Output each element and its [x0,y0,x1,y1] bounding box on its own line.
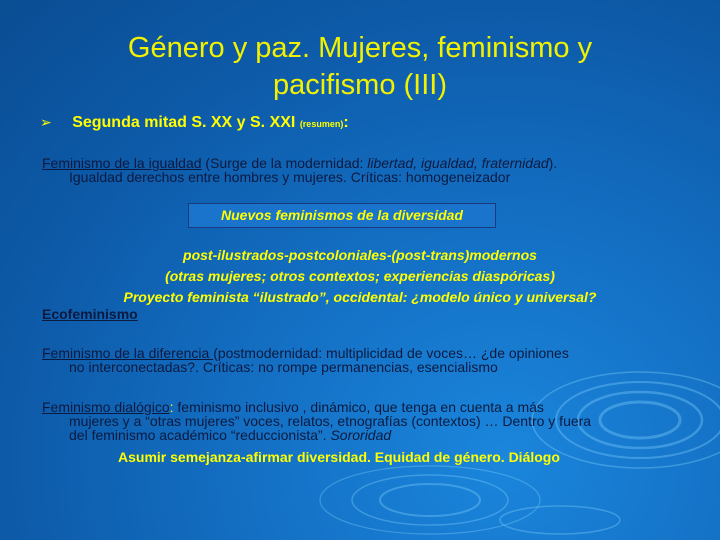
igualdad-paragraph [42,156,702,184]
title-line-2: pacifismo (III) [272,69,448,101]
title-line-1: Género y paz. Mujeres, feminismo y [127,32,593,64]
dialogico-term: Feminismo dialógico [42,399,170,415]
dialogico-line-3a: del feminismo académico “reduccionista”. [69,427,331,443]
dialogico-line-3 [42,428,702,442]
final-statement: Asumir semejanza-afirmar diversidad. Equidad de género. Diálogo [118,449,560,465]
arrow-bullet-icon: ➢ [40,115,52,131]
ecofeminismo-label: Ecofeminismo [42,306,138,322]
diversidad-block [0,245,720,308]
diferencia-line-2: no interconectadas?. Críticas: no rompe permanencias, esencialismo [69,359,498,375]
diversidad-line-2: (otras mujeres; otros contextos; experiencias diaspóricas) [165,268,555,284]
diversidad-line-3: Proyecto feminista “ilustrado”, occidental: ¿modelo único y universal? [123,289,597,305]
slide-title [60,30,660,104]
bullet-colon: : [343,114,349,131]
section-bullet [40,114,349,132]
dialogico-colon: : [169,399,174,415]
dialogico-paragraph [42,400,702,442]
bullet-text: Segunda mitad S. XX y S. XXI [72,114,296,131]
igualdad-term: Feminismo de la igualdad [42,155,202,171]
igualdad-line-2: Igualdad derechos entre hombres y mujeres. Críticas: homogeneizador [69,169,511,185]
diversidad-line-1: post-ilustrados-postcoloniales-(post-trans)modernos [183,247,537,263]
igualdad-text-1: (Surge de la modernidad: [201,155,368,171]
igualdad-italic: libertad, igualdad, fraternidad [367,155,549,171]
diferencia-text-1: (postmodernidad: multiplicidad de voces… ¿de opiniones [213,345,569,361]
diversity-box: Nuevos feminismos de la diversidad [188,203,496,228]
diferencia-paragraph [42,346,702,374]
bullet-small-text: (resumen) [299,119,344,129]
diferencia-term: Feminismo de la diferencia [42,345,214,361]
dialogico-text-1: feminismo inclusivo , dinámico, que tenga en cuenta a más [173,399,544,415]
dialogico-line-2: mujeres y a “otras mujeres” voces, relatos, etnografías (contextos) … Dentro y fuera [69,413,592,429]
dialogico-sororidad: Sororidad [330,427,392,443]
igualdad-text-2: ). [548,155,558,171]
